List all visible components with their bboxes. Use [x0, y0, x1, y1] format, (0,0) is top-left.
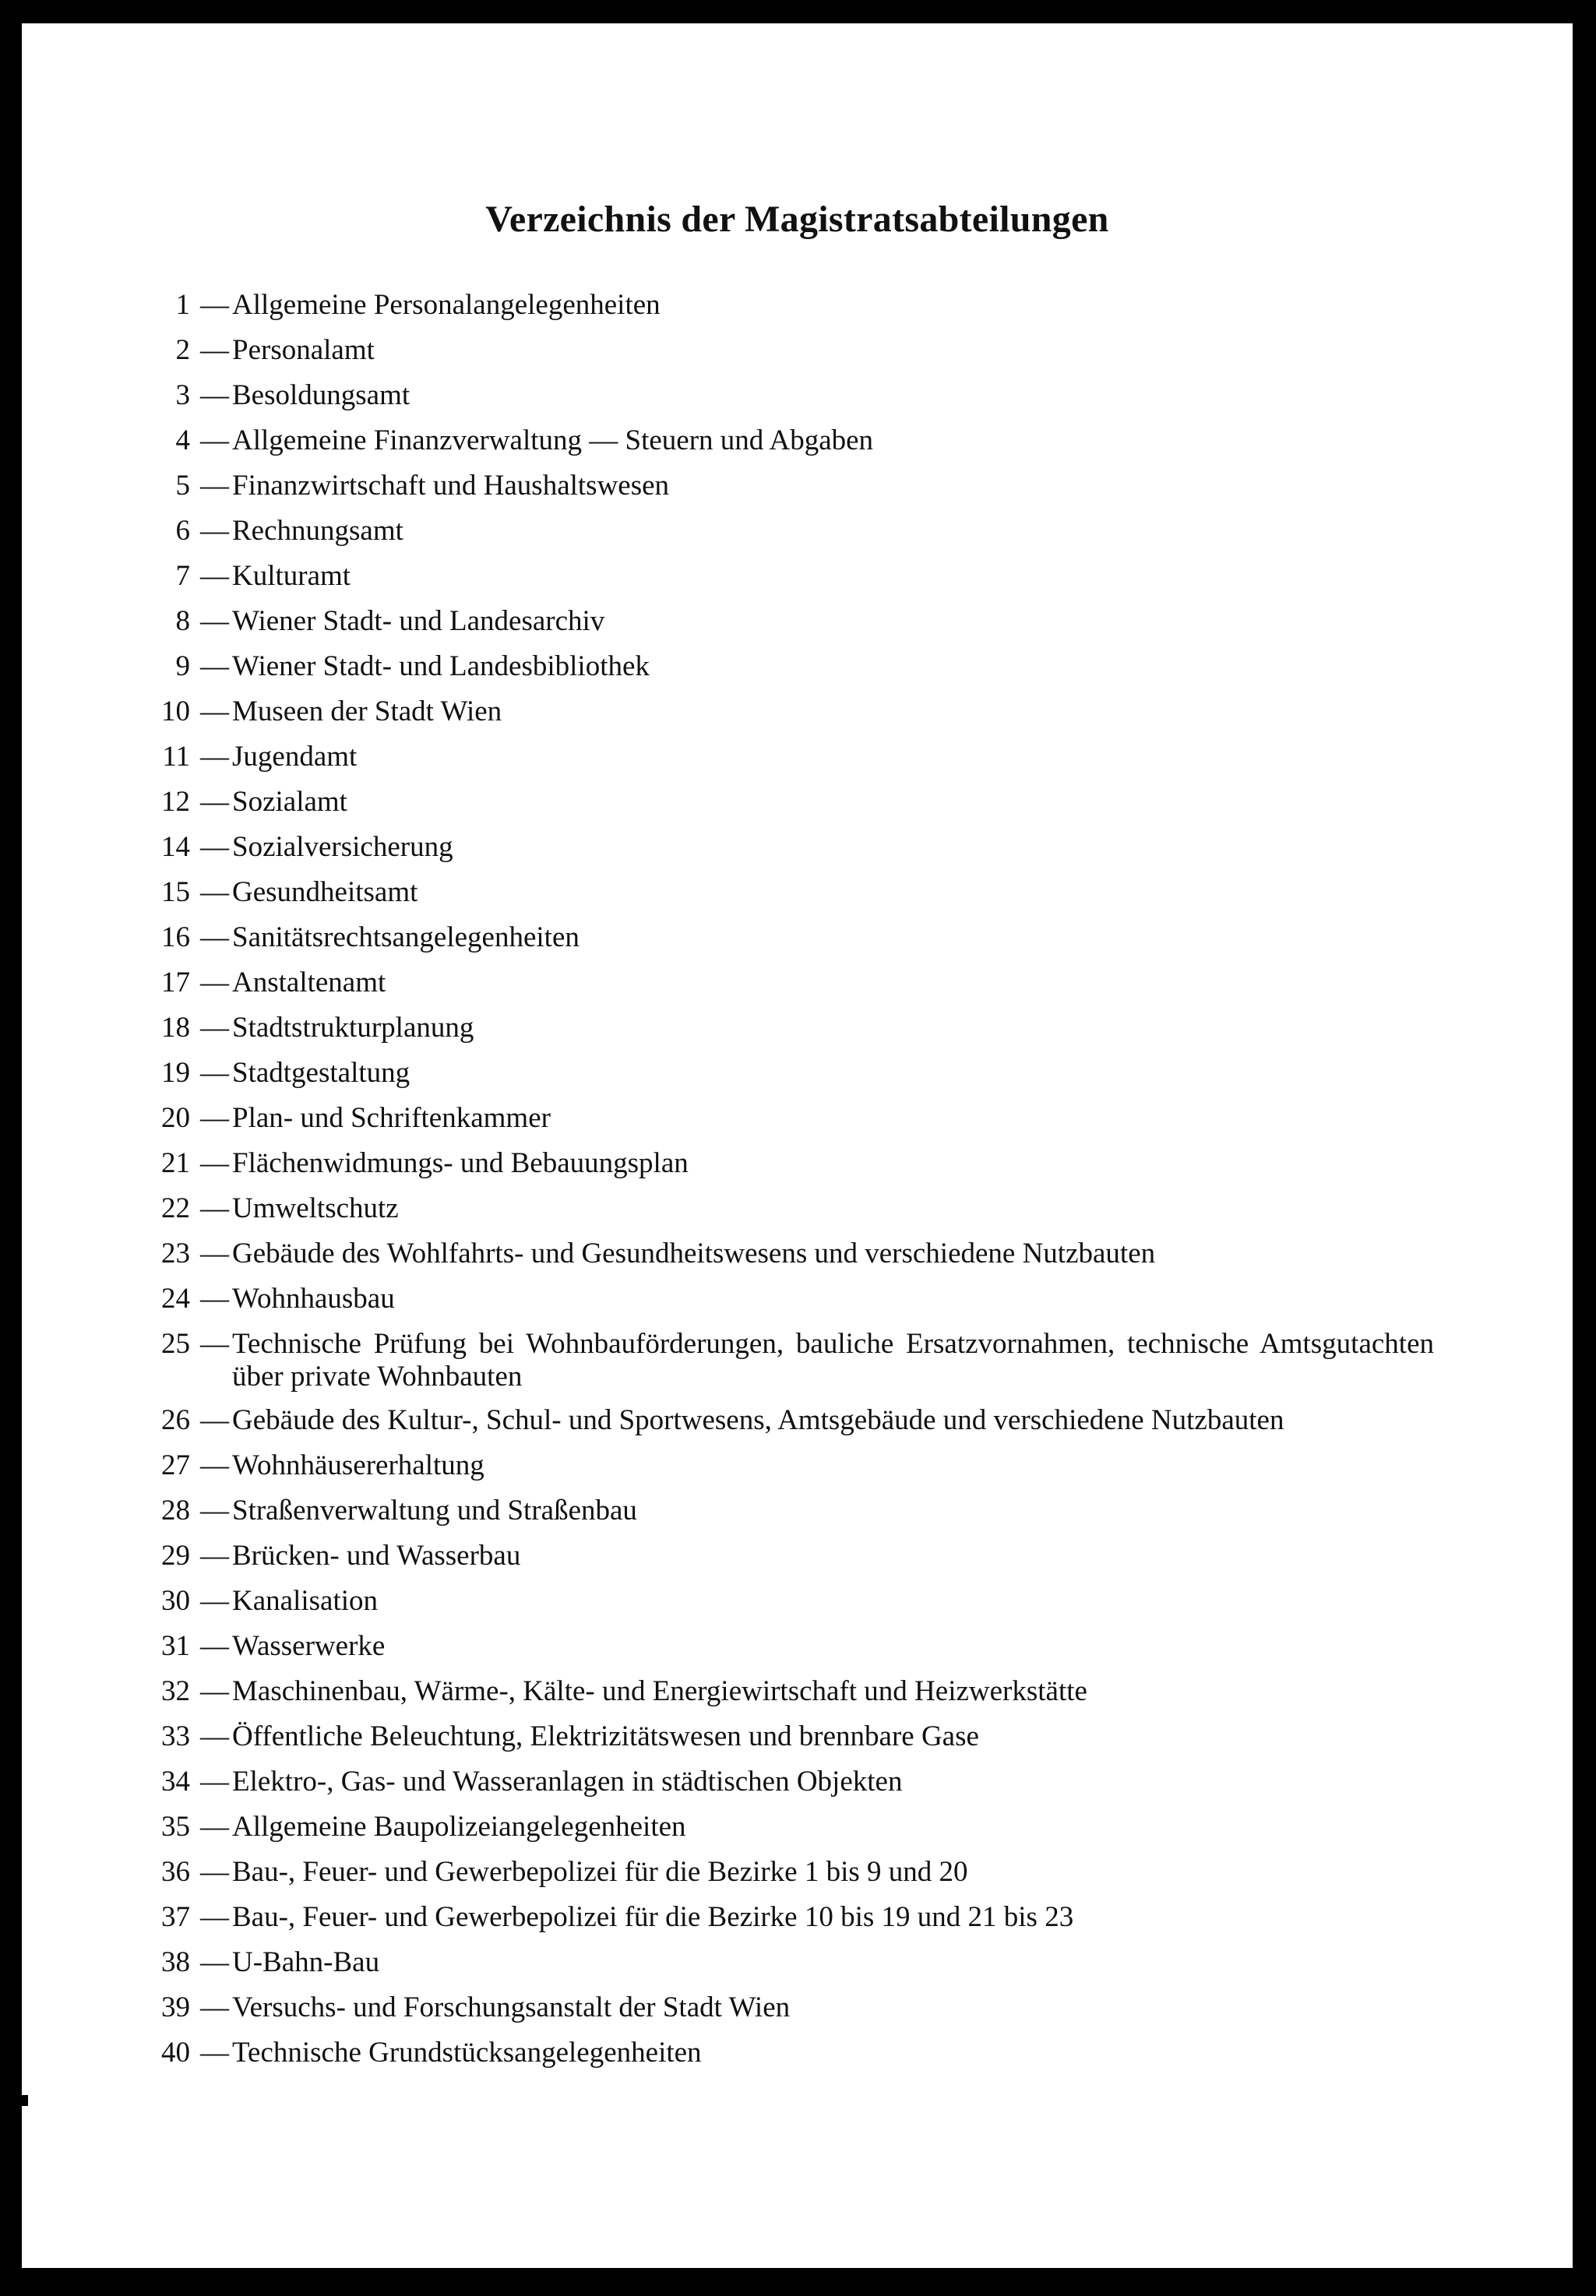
department-number: 18 [161, 1012, 190, 1044]
department-name: Allgemeine Baupolizeiangelegenheiten [232, 1811, 686, 1843]
separator-dash: — [200, 1991, 229, 2023]
separator-dash: — [200, 605, 229, 637]
department-name: Jugendamt [232, 741, 358, 773]
list-item [22, 1012, 1573, 1051]
separator-dash: — [200, 650, 229, 682]
list-item [22, 379, 1573, 418]
separator-dash: — [200, 1946, 229, 1978]
department-number: 12 [161, 786, 190, 818]
list-item [22, 1991, 1573, 2030]
department-number: 3 [175, 379, 190, 411]
department-name: Wiener Stadt- und Landesbibliothek [232, 650, 650, 682]
department-number: 8 [175, 605, 190, 637]
list-item [22, 741, 1573, 780]
list-item [22, 1901, 1573, 1940]
list-item [22, 1585, 1573, 1624]
department-name: Besoldungsamt [232, 379, 410, 411]
list-item [22, 470, 1573, 509]
separator-dash: — [200, 1012, 229, 1044]
separator-dash: — [200, 1856, 229, 1888]
department-number: 21 [161, 1147, 190, 1179]
department-name: Bau-, Feuer- und Gewerbepolizei für die Bezirke 10 bis 19 und 21 bis 23 [232, 1901, 1074, 1933]
department-number: 11 [162, 741, 190, 773]
department-name: Museen der Stadt Wien [232, 695, 502, 727]
separator-dash: — [200, 334, 229, 366]
department-number: 28 [161, 1495, 190, 1527]
separator-dash: — [200, 1057, 229, 1089]
department-name: Wohnhausbau [232, 1283, 395, 1315]
department-number: 33 [161, 1720, 190, 1752]
department-number: 40 [161, 2037, 190, 2069]
department-number: 1 [175, 289, 190, 321]
list-item [22, 967, 1573, 1005]
list-item [22, 605, 1573, 644]
department-name: Flächenwidmungs- und Bebauungsplan [232, 1147, 689, 1179]
department-name: Wohnhäusererhaltung [232, 1449, 484, 1481]
department-number: 25 [161, 1328, 190, 1360]
separator-dash: — [200, 876, 229, 908]
separator-dash: — [200, 786, 229, 818]
list-item [22, 2037, 1573, 2076]
separator-dash: — [200, 1585, 229, 1617]
separator-dash: — [200, 560, 229, 592]
separator-dash: — [200, 515, 229, 547]
list-item [22, 334, 1573, 373]
list-item [22, 1766, 1573, 1805]
department-number: 17 [161, 967, 190, 998]
page-title: Verzeichnis der Magistratsabteilungen [485, 199, 1109, 240]
department-name: Finanzwirtschaft und Haushaltswesen [232, 470, 670, 502]
separator-dash: — [200, 424, 229, 456]
department-number: 6 [175, 515, 190, 547]
department-number: 32 [161, 1675, 190, 1707]
separator-dash: — [200, 2037, 229, 2069]
list-item [22, 1675, 1573, 1714]
department-name: Personalamt [232, 334, 375, 366]
list-item [22, 1283, 1573, 1322]
department-name: Sozialversicherung [232, 831, 453, 863]
list-item [22, 1946, 1573, 1985]
list-item [22, 876, 1573, 915]
separator-dash: — [200, 1720, 229, 1752]
department-name: Brücken- und Wasserbau [232, 1540, 521, 1572]
department-number: 9 [175, 650, 190, 682]
department-name: Plan- und Schriftenkammer [232, 1102, 551, 1134]
department-number: 19 [161, 1057, 190, 1089]
department-number: 5 [175, 470, 190, 502]
separator-dash: — [200, 1495, 229, 1527]
department-name: Gesundheitsamt [232, 876, 418, 908]
separator-dash: — [200, 1147, 229, 1179]
department-number: 29 [161, 1540, 190, 1572]
list-item [22, 560, 1573, 599]
list-item [22, 1630, 1573, 1669]
list-item [22, 1540, 1573, 1579]
list-item [22, 1811, 1573, 1850]
separator-dash: — [200, 1540, 229, 1572]
department-name: Rechnungsamt [232, 515, 403, 547]
department-name: Allgemeine Personalangelegenheiten [232, 289, 661, 321]
list-item [22, 1238, 1573, 1277]
separator-dash: — [200, 1449, 229, 1481]
department-name: Umweltschutz [232, 1192, 399, 1224]
department-number: 20 [161, 1102, 190, 1134]
separator-dash: — [200, 379, 229, 411]
separator-dash: — [200, 921, 229, 953]
separator-dash: — [200, 1675, 229, 1707]
list-item [22, 424, 1573, 463]
department-number: 4 [175, 424, 190, 456]
department-number: 38 [161, 1946, 190, 1978]
department-name: Kanalisation [232, 1585, 379, 1617]
list-item [22, 1404, 1573, 1443]
department-name: U-Bahn-Bau [232, 1946, 380, 1978]
department-number: 31 [161, 1630, 190, 1662]
list-item [22, 921, 1573, 960]
separator-dash: — [200, 289, 229, 321]
separator-dash: — [200, 1238, 229, 1269]
separator-dash: — [200, 1766, 229, 1798]
department-name: Sozialamt [232, 786, 347, 818]
list-item [22, 1495, 1573, 1534]
separator-dash: — [200, 470, 229, 502]
department-name: Wiener Stadt- und Landesarchiv [232, 605, 605, 637]
department-name: Öffentliche Beleuchtung, Elektrizitätswesen und brennbare Gase [232, 1720, 979, 1752]
department-name: Maschinenbau, Wärme-, Kälte- und Energiewirtschaft und Heizwerkstätte [232, 1675, 1087, 1707]
separator-dash: — [200, 1328, 229, 1360]
department-name: Technische Prüfung bei Wohnbauförderungen, bauliche Ersatzvornahmen, technische Amtsgutachten über private Wohnbauten [232, 1328, 1434, 1393]
department-name: Kulturamt [232, 560, 351, 592]
department-number: 16 [161, 921, 190, 953]
separator-dash: — [200, 831, 229, 863]
department-name: Straßenverwaltung und Straßenbau [232, 1495, 637, 1527]
list-item [22, 1720, 1573, 1759]
department-name: Allgemeine Finanzverwaltung — Steuern und Abgaben [232, 424, 874, 456]
department-number: 22 [161, 1192, 190, 1224]
department-number: 37 [161, 1901, 190, 1933]
list-item [22, 1192, 1573, 1231]
department-number: 36 [161, 1856, 190, 1888]
separator-dash: — [200, 695, 229, 727]
separator-dash: — [200, 1102, 229, 1134]
list-item [22, 831, 1573, 870]
scan-mark [22, 2095, 28, 2106]
separator-dash: — [200, 1404, 229, 1436]
list-item [22, 1102, 1573, 1141]
separator-dash: — [200, 1283, 229, 1315]
list-item [22, 1449, 1573, 1488]
department-number: 23 [161, 1238, 190, 1269]
department-name: Versuchs- und Forschungsanstalt der Stadt Wien [232, 1991, 791, 2023]
department-number: 2 [175, 334, 190, 366]
list-item [22, 786, 1573, 825]
list-item [22, 1057, 1573, 1096]
department-name: Wasserwerke [232, 1630, 386, 1662]
department-name: Anstaltenamt [232, 967, 386, 998]
department-number: 27 [161, 1449, 190, 1481]
list-item [22, 1328, 1573, 1400]
list-item [22, 1856, 1573, 1895]
department-number: 30 [161, 1585, 190, 1617]
department-name: Technische Grundstücksangelegenheiten [232, 2037, 702, 2069]
list-item [22, 1147, 1573, 1186]
department-number: 14 [161, 831, 190, 863]
separator-dash: — [200, 1811, 229, 1843]
list-item [22, 515, 1573, 554]
document-page [22, 23, 1573, 2268]
department-number: 34 [161, 1766, 190, 1798]
separator-dash: — [200, 967, 229, 998]
department-number: 7 [175, 560, 190, 592]
department-name: Bau-, Feuer- und Gewerbepolizei für die Bezirke 1 bis 9 und 20 [232, 1856, 968, 1888]
department-number: 15 [161, 876, 190, 908]
department-name: Stadtstrukturplanung [232, 1012, 474, 1044]
department-number: 26 [161, 1404, 190, 1436]
separator-dash: — [200, 1630, 229, 1662]
department-name: Gebäude des Kultur-, Schul- und Sportwesens, Amtsgebäude und verschiedene Nutzbauten [232, 1404, 1284, 1436]
department-number: 39 [161, 1991, 190, 2023]
department-name: Gebäude des Wohlfahrts- und Gesundheitswesens und verschiedene Nutzbauten [232, 1238, 1156, 1269]
department-number: 10 [161, 695, 190, 727]
department-number: 24 [161, 1283, 190, 1315]
list-item [22, 650, 1573, 689]
separator-dash: — [200, 741, 229, 773]
list-item [22, 695, 1573, 734]
department-name: Elektro-, Gas- und Wasseranlagen in städtischen Objekten [232, 1766, 903, 1798]
separator-dash: — [200, 1192, 229, 1224]
department-number: 35 [161, 1811, 190, 1843]
separator-dash: — [200, 1901, 229, 1933]
department-name: Sanitätsrechtsangelegenheiten [232, 921, 580, 953]
list-item [22, 289, 1573, 328]
department-name: Stadtgestaltung [232, 1057, 410, 1089]
